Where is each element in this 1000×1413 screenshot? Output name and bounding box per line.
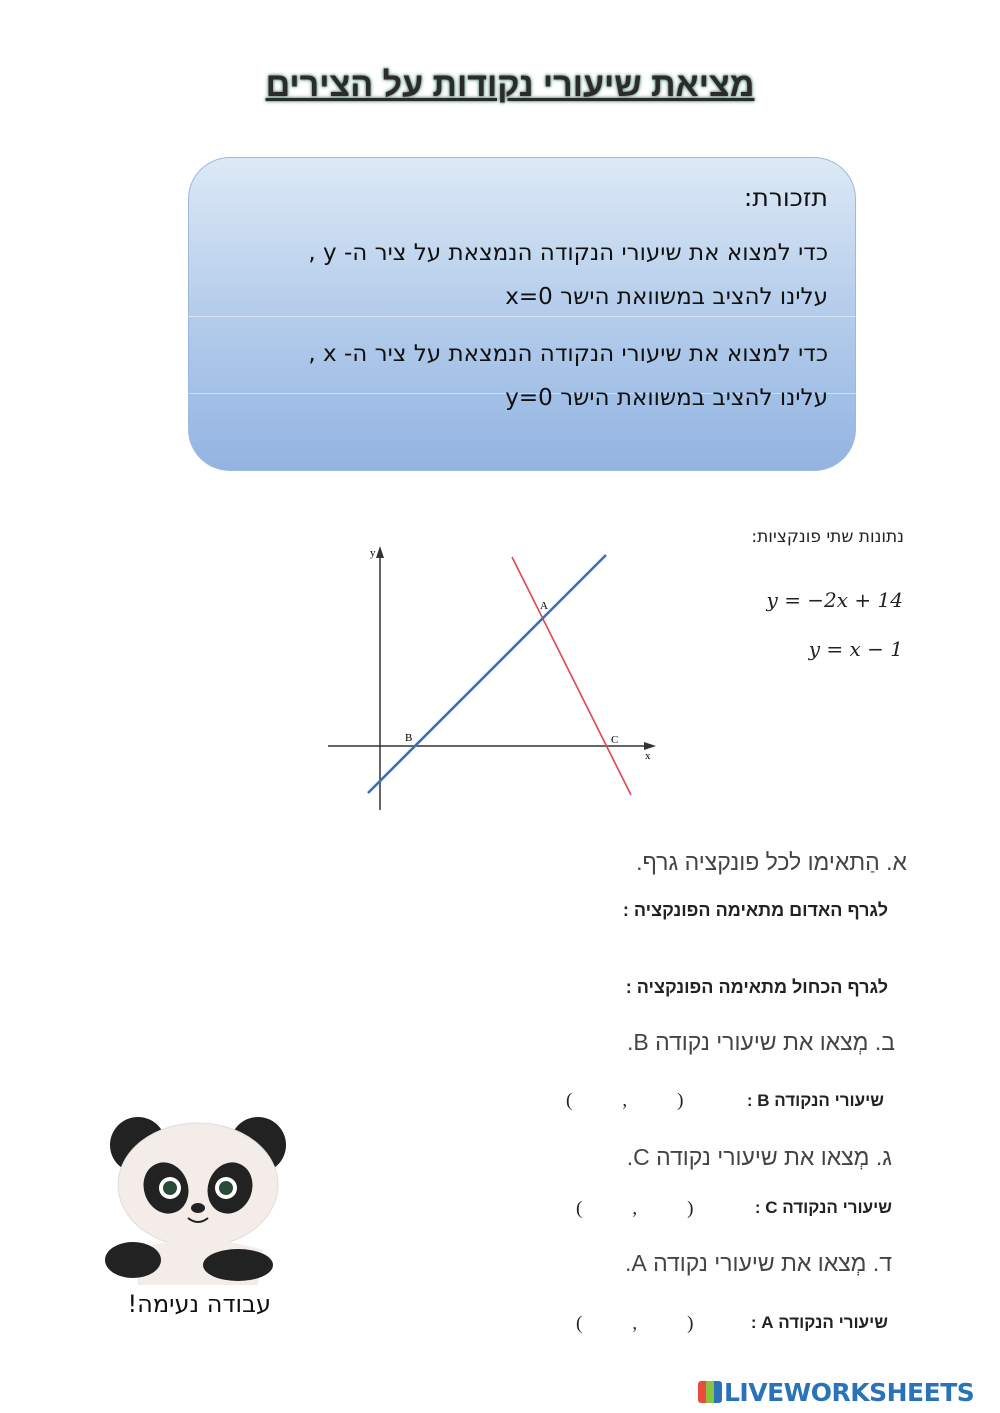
question-c-answer-label: שיעורי הנקודה C : (754, 1198, 892, 1217)
question-c-heading: ג. מְצאו את שיעורי נקודה C. (626, 1144, 892, 1170)
paren: ) (687, 1313, 694, 1334)
given-label: נתונות שתי פונקציות: (751, 527, 904, 547)
question-b-heading: ב. מְצאו את שיעורי נקודה B. (627, 1029, 895, 1055)
reminder-y-axis-line2: עלינו להציב במשוואת הישר x=0 (505, 284, 828, 310)
x-axis-label: x (645, 750, 651, 762)
comma: , (622, 1090, 628, 1111)
logo-icon (698, 1381, 722, 1403)
point-b-coordinates[interactable] (566, 1090, 683, 1112)
equation-2: y = x − 1 (808, 637, 903, 661)
question-b-answer-label: שיעורי הנקודה B : (746, 1091, 884, 1110)
paren: ( (566, 1090, 573, 1111)
paren: ) (677, 1090, 684, 1111)
page-title: מציאת שיעורי נקודות על הצירים (265, 66, 755, 104)
question-a-heading: א. הַתאימו לכל פונקציה גרף. (636, 849, 907, 875)
paren: ( (576, 1198, 583, 1219)
reminder-x-axis-line1: כדי למצוא את שיעורי הנקודה הנמצאת על ציר ה- x , (308, 341, 828, 367)
panda-illustration (98, 1100, 298, 1290)
logo-text: LIVEWORKSHEETS (724, 1378, 975, 1407)
equation-1: y = −2x + 14 (766, 588, 903, 612)
y-axis-label: y (370, 547, 376, 559)
question-d-heading: ד. מְצאו את שיעורי נקודה A. (625, 1250, 892, 1276)
comma: , (632, 1313, 638, 1334)
reminder-y-axis-line1: כדי למצוא את שיעורי הנקודה הנמצאת על ציר ה- y , (308, 240, 828, 266)
reminder-x-axis-line2: עלינו להציב במשוואת הישר y=0 (505, 385, 828, 411)
paren: ) (687, 1198, 694, 1219)
question-d-answer-label: שיעורי הנקודה A : (750, 1313, 888, 1332)
red-line (512, 557, 631, 795)
point-a-label: A (540, 600, 548, 612)
y-axis-arrow (376, 546, 384, 558)
point-c-label: C (611, 734, 619, 746)
point-c-coordinates[interactable] (576, 1198, 693, 1220)
point-a-coordinates[interactable] (576, 1313, 693, 1335)
paren: ( (576, 1313, 583, 1334)
liveworksheets-logo[interactable] (698, 1378, 974, 1407)
reminder-heading: תזכורת: (743, 183, 828, 212)
comma: , (632, 1198, 638, 1219)
point-b-label: B (405, 732, 413, 744)
question-a-blue: לגרף הכחול מתאימה הפונקציה : (625, 977, 888, 997)
question-a-red: לגרף האדום מתאימה הפונקציה : (622, 900, 888, 920)
good-luck-text: עבודה נעימה! (127, 1290, 271, 1318)
x-axis-arrow (644, 742, 656, 750)
